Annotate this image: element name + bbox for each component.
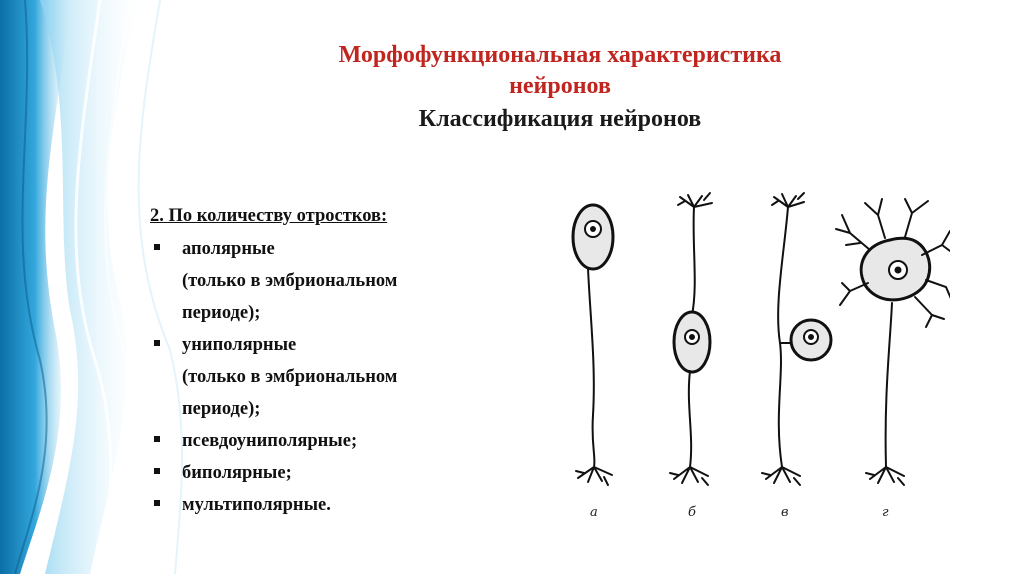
neuron-types-illustration [560, 185, 950, 525]
neuron-d-drawing [836, 199, 950, 485]
list-item-label: аполярные [182, 239, 275, 259]
list-item-label: мультиполярные. [182, 495, 331, 515]
list-item-apolar [150, 233, 510, 329]
bullet-list [150, 233, 510, 521]
list-item-note: (только в эмбриональном [182, 271, 398, 291]
title-block [230, 40, 890, 135]
list-item-pseudounipolar [150, 425, 510, 457]
list-item-unipolar [150, 329, 510, 425]
figure-label-d: г [882, 505, 889, 520]
slide-title [230, 40, 890, 102]
neuron-b-drawing [670, 193, 712, 485]
neuron-c-drawing [762, 193, 831, 485]
list-item-multipolar [150, 489, 510, 521]
list-item-note: периоде); [182, 303, 261, 323]
section-heading: 2. По количеству отростков: [150, 206, 388, 226]
slide-subtitle: Классификация нейронов [418, 106, 702, 132]
slide-title-line1: Морфофункциональная характеристика [338, 42, 782, 68]
list-item-label: биполярные; [182, 463, 292, 483]
figure-label-a: а [590, 505, 598, 520]
figure-label-c: в [781, 505, 789, 520]
slide-title-line2: нейронов [509, 73, 611, 99]
figure-label-b: б [688, 505, 696, 520]
list-item-note: (только в эмбриональном [182, 367, 398, 387]
list-item-bipolar [150, 457, 510, 489]
list-item-note: периоде); [182, 399, 261, 419]
list-item-label: псевдоуниполярные; [182, 431, 358, 451]
list-item-label: униполярные [182, 335, 297, 355]
neuron-a-drawing [573, 205, 613, 485]
classification-list-block [150, 203, 510, 521]
neuron-drawings [560, 185, 950, 505]
